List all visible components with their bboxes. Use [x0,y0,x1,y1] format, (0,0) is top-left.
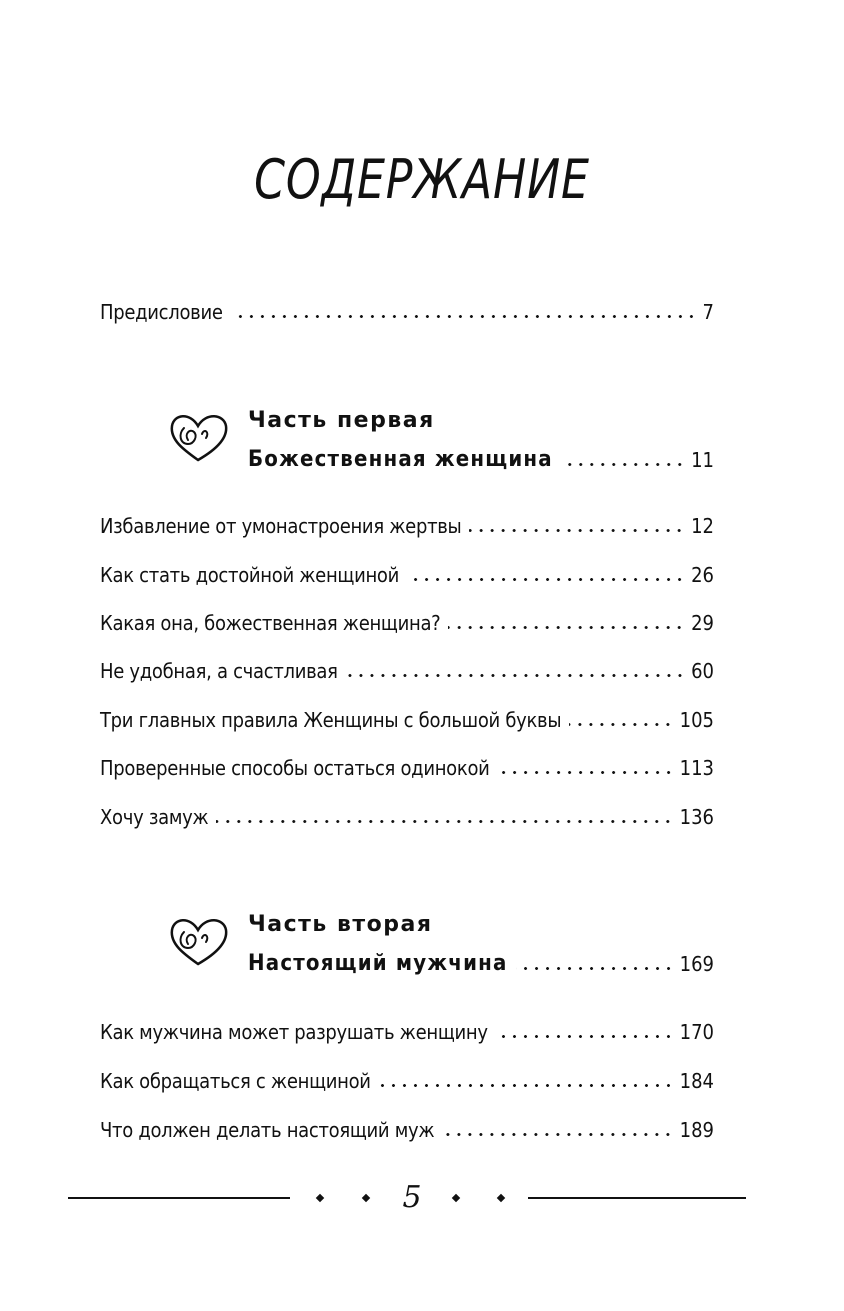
toc-entry-page: 169 [679,952,714,976]
toc-entry[interactable] [100,605,714,635]
toc-entry-part-2[interactable] [248,946,714,976]
dot-leader [569,723,673,726]
toc-entry-label: Как обращаться с женщиной [100,1069,371,1093]
dot-leader [496,1035,674,1038]
diamond-icon [362,1194,370,1202]
part-subtitle: Настоящий мужчина [248,951,508,976]
toc-entry-page: 60 [691,659,714,683]
dot-leader [516,967,674,970]
toc-entry-label: Не удобная, а счастливая [100,659,338,683]
diamond-icon [316,1194,324,1202]
toc-entry-page: 184 [679,1069,714,1093]
toc-entry-page: 113 [679,756,714,780]
toc-entry[interactable] [100,557,714,587]
dot-leader [561,463,685,466]
toc-entry-label: Три главных правила Женщины с большой буквы [100,708,562,732]
dot-leader [407,578,685,581]
toc-entry-page: 26 [691,563,714,587]
part-heading: Часть вторая [248,912,433,937]
dot-leader [442,1133,673,1136]
dot-leader [346,674,685,677]
toc-entry[interactable] [100,1014,714,1044]
dot-leader [231,315,697,318]
toc-entry-label: Проверенные способы остаться одинокой [100,756,490,780]
toc-entry-label: Предисловие [100,300,223,324]
toc-entry[interactable] [100,702,714,732]
toc-entry-label: Избавление от умонастроения жертвы [100,514,462,538]
toc-entry-page: 7 [702,300,714,324]
part-heading: Часть первая [248,408,435,433]
toc-entry[interactable] [100,750,714,780]
toc-entry-page: 12 [691,514,714,538]
dot-leader [498,771,674,774]
page-number: 5 [402,1180,422,1215]
toc-entry-page: 170 [679,1020,714,1044]
toc-entry-label: Хочу замуж [100,805,209,829]
toc-entry-label: Как мужчина может разрушать женщину [100,1020,488,1044]
dot-leader [448,626,685,629]
heart-swirl-icon [166,410,230,464]
heart-swirl-icon [166,914,230,968]
toc-entry-page: 105 [679,708,714,732]
toc-entry[interactable] [100,653,714,683]
part-subtitle: Божественная женщина [248,447,553,472]
page-title: СОДЕРЖАНИЕ [254,148,590,211]
diamond-icon [497,1194,505,1202]
toc-entry-label: Какая она, божественная женщина? [100,611,441,635]
toc-entry-page: 189 [679,1118,714,1142]
toc-entry[interactable] [100,1063,714,1093]
dot-leader [469,529,685,532]
toc-entry[interactable] [100,1112,714,1142]
footer-rule-right [528,1197,746,1199]
toc-entry-page: 11 [691,448,714,472]
toc-entry-page: 29 [691,611,714,635]
footer-rule-left [68,1197,290,1199]
diamond-icon [452,1194,460,1202]
toc-entry-part-1[interactable] [248,442,714,472]
toc-entry-label: Как стать достойной женщиной [100,563,400,587]
toc-entry[interactable] [100,799,714,829]
dot-leader [379,1084,674,1087]
toc-entry-preface[interactable] [100,294,714,324]
dot-leader [216,820,673,823]
toc-entry-page: 136 [679,805,714,829]
toc-entry-label: Что должен делать настоящий муж [100,1118,435,1142]
toc-entry[interactable] [100,508,714,538]
